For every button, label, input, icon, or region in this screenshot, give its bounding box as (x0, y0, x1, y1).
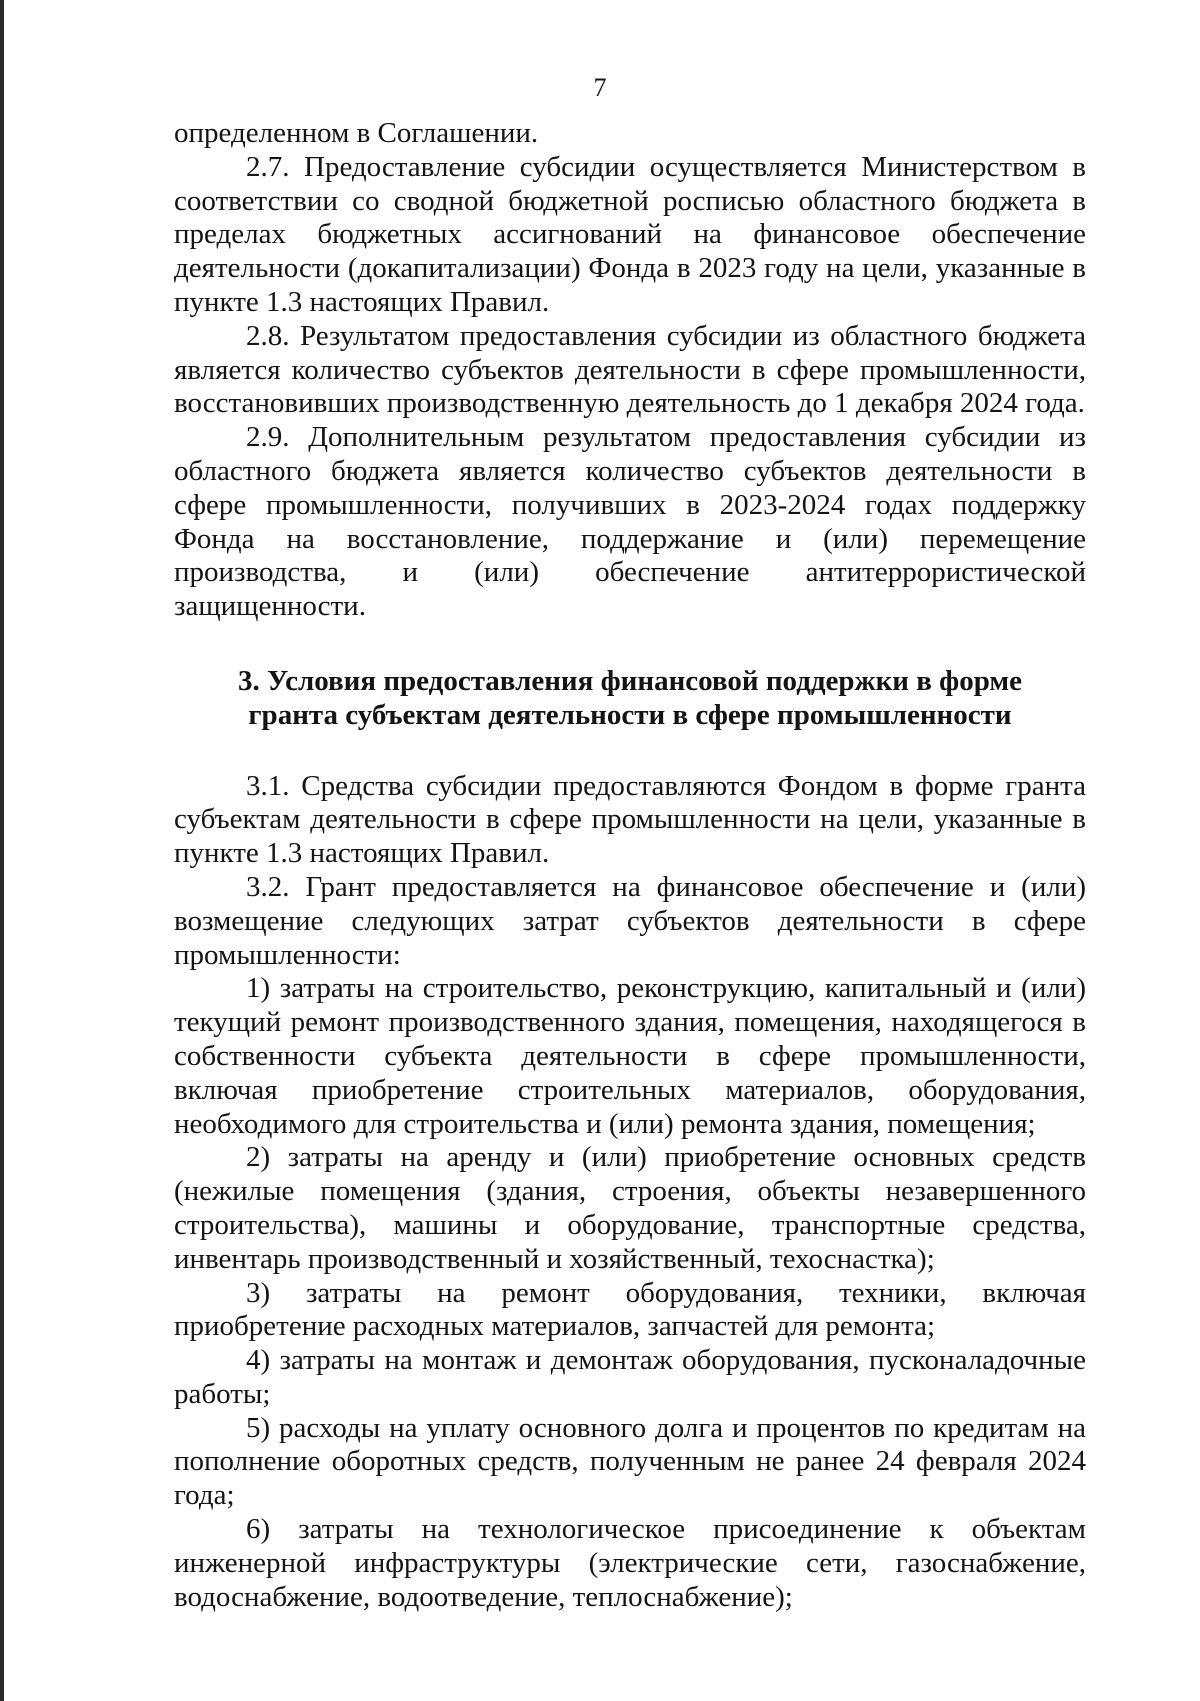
paragraph-3-2: 3.2. Грант предоставляется на финансовое обеспечение и (или) возмещение следующих затрат субъектов деятельности в сфере промышленности: (174, 870, 1086, 971)
section-title-line-1: 3. Условия предоставления финансовой поддержки в форме (237, 664, 1023, 697)
paragraph-3-1: 3.1. Средства субсидии предоставляются Фондом в форме гранта субъектам деятельности в сфере промышленности на цели, указанные в пункте 1.3 настоящих Правил. (174, 769, 1086, 870)
list-item-1: 1) затраты на строительство, реконструкцию, капитальный и (или) текущий ремонт производственного здания, помещения, находящегося в собственности субъекта деятельности в сфере промышленности, включая приобретение строительных материалов, оборудования, необходимого для строительства и (или) ремонта здания, помещения; (174, 972, 1086, 1140)
paragraph-2-8: 2.8. Результатом предоставления субсидии из областного бюджета является количество субъектов деятельности в сфере промышленности, восстановивших производственную деятельность до 1 декабря 2024 года. (174, 319, 1086, 420)
list-item-3: 3) затраты на ремонт оборудования, техники, включая приобретение расходных материалов, запчастей для ремонта; (174, 1276, 1086, 1343)
list-item-6: 6) затраты на технологическое присоединение к объектам инженерной инфраструктуры (электрические сети, газоснабжение, водоснабжение, водоотведение, теплоснабжение); (174, 1513, 1086, 1613)
paragraph-2-7: 2.7. Предоставление субсидии осуществляется Министерством в соответствии со сводной бюджетной росписью областного бюджета в пределах бюджетных ассигнований на финансовое обеспечение деятельности (докапитализации) Фонда в 2023 году на цели, указанные в пункте 1.3 настоящих Правил. (174, 150, 1086, 318)
scan-left-edge (0, 0, 4, 1701)
section-3-title (174, 665, 1086, 733)
paragraph-2-9: 2.9. Дополнительным результатом предоставления субсидии из областного бюджета является количество субъектов деятельности в сфере промышленности, получивших в 2023-2024 годах поддержку Фонда на восстановление, поддержание и (или) перемещение производства, и (или) обеспечение антитеррористической защищенности. (174, 421, 1086, 623)
section-title-line-2: гранта субъектам деятельности в сфере промышленности (248, 698, 1012, 731)
list-item-5: 5) расходы на уплату основного долга и процентов по кредитам на пополнение оборотных средств, полученным не ранее 24 февраля 2024 года; (174, 1411, 1086, 1512)
paragraph-continuation: определенном в Соглашении. (174, 117, 539, 149)
list-item-4: 4) затраты на монтаж и демонтаж оборудования, пусконаладочные работы; (174, 1344, 1086, 1410)
document-body (174, 117, 1086, 1614)
list-item-2: 2) затраты на аренду и (или) приобретение основных средств (нежилые помещения (здания, строения, объекты незавершенного строительства), машины и оборудование, транспортные средства, инвентарь производственный и хозяйственный, техоснастка); (174, 1141, 1086, 1275)
page-number: 7 (593, 73, 607, 102)
